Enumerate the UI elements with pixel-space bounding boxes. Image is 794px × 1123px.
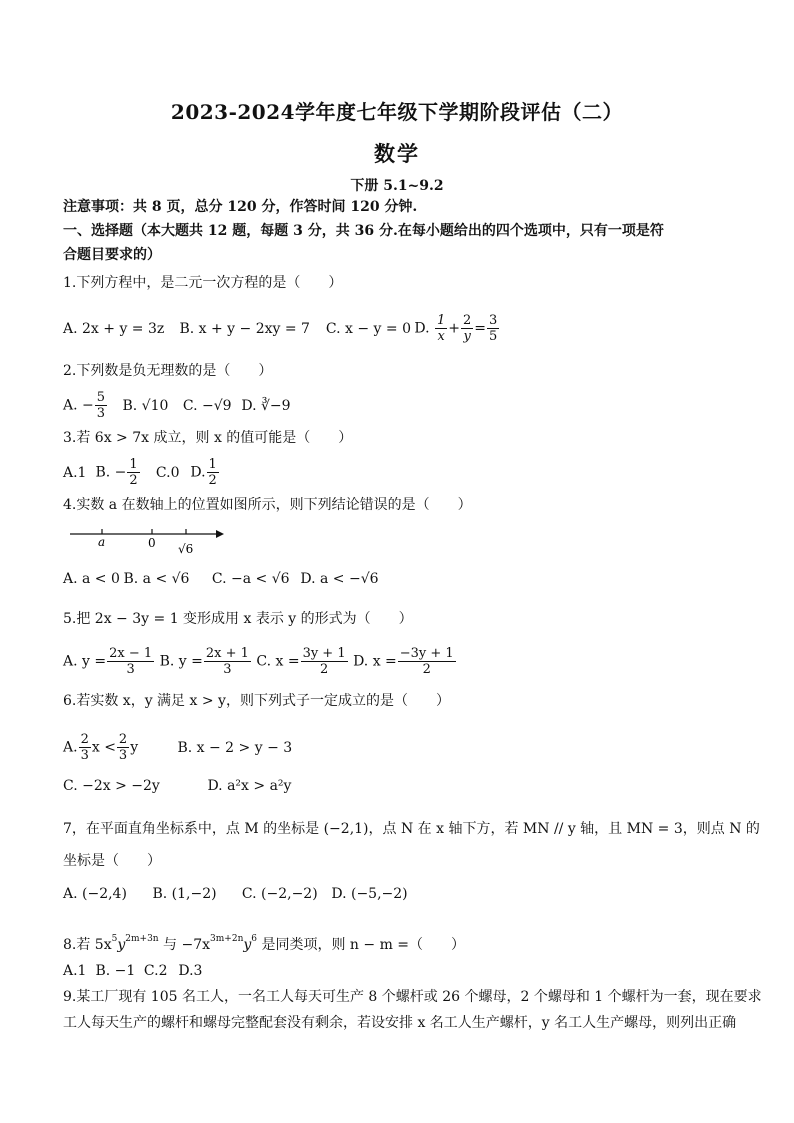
q2-a-den: 3 xyxy=(96,406,106,421)
q3-d-den: 2 xyxy=(208,473,217,488)
q4-stem: 4.实数 a 在数轴上的位置如图所示，则下列结论错误的是（ ） xyxy=(63,497,472,513)
q1-d-f2-den: y xyxy=(463,329,471,344)
q1-options xyxy=(63,313,500,344)
q8-option-a: A.1 xyxy=(63,963,87,979)
q1-d-fraction-2 xyxy=(461,313,473,344)
q4-option-a: A. a < 0 xyxy=(63,571,120,587)
q5-a-den: 3 xyxy=(126,662,135,677)
q8-options xyxy=(63,960,202,982)
q6-a-num2: 2 xyxy=(118,732,128,747)
q8-option-d: D.3 xyxy=(178,963,203,979)
q5-b-label: B. y = xyxy=(159,653,203,670)
q6-option-d: D. a²x > a²y xyxy=(207,778,292,794)
axis-label-zero: 0 xyxy=(148,536,156,550)
q5-options xyxy=(63,646,457,677)
q5-stem: 5.把 2x − 3y = 1 变形成用 x 表示 y 的形式为（ ） xyxy=(63,611,413,627)
q1-d-label: D. xyxy=(414,320,430,337)
q3-option-c: C.0 xyxy=(155,464,180,481)
q4-options xyxy=(63,568,379,590)
q6-option-a xyxy=(63,732,173,763)
q6-a-num: 2 xyxy=(80,732,89,747)
q3-stem: 3.若 6x > 7x 成立，则 x 的值可能是（ ） xyxy=(63,430,353,446)
q8-exp-4: 6 xyxy=(251,934,258,944)
q2-option-d: D. ∛−9 xyxy=(241,397,291,414)
q2-option-b: B. √10 xyxy=(122,397,169,414)
q6-options-row2 xyxy=(63,775,291,797)
q1-d-f2-num: 2 xyxy=(463,313,472,328)
q8-option-b: B. −1 xyxy=(95,963,136,979)
q6-option-c: C. −2x > −2y xyxy=(63,778,160,794)
q6-a-end: y xyxy=(130,739,139,756)
q1-d-eq: = xyxy=(474,320,487,337)
q1-option-d xyxy=(414,313,500,344)
q8-option-c: C.2 xyxy=(143,963,168,979)
q5-option-c xyxy=(256,646,348,677)
q8-mid-2: 与 −7x xyxy=(158,937,211,953)
q5-b-num: 2x + 1 xyxy=(205,646,249,661)
q5-a-num: 2x − 1 xyxy=(109,646,153,661)
scope-label: 下册 5.1~9.2 xyxy=(350,178,444,194)
q6-a-den: 3 xyxy=(80,748,89,763)
q2-options xyxy=(63,390,291,421)
q1-option-c: C. x − y = 0 xyxy=(325,320,411,337)
exam-title: 2023-2024学年度七年级下学期阶段评估（二） xyxy=(170,100,624,124)
q1-option-a: A. 2x + y = 3z xyxy=(63,320,165,337)
q3-option-d xyxy=(190,457,219,488)
axis-label-root6: √6 xyxy=(178,542,194,556)
q1-d-f3-den: 5 xyxy=(489,329,498,344)
q6-stem: 6.若实数 x，y 满足 x > y，则下列式子一定成立的是（ ） xyxy=(63,693,450,709)
q3-option-b xyxy=(95,457,151,488)
q1-d-fraction-3 xyxy=(487,313,499,344)
q9-stem-line1: 9.某工厂现有 105 名工人，一名工人每天可生产 8 个螺杆或 26 个螺母，2 个螺母和 1 个螺杆为一套，现在要求 xyxy=(63,989,762,1005)
q3-d-fraction xyxy=(207,457,219,488)
q1-d-f1-num: 1 xyxy=(437,313,446,328)
q7-option-c: C. (−2,−2) xyxy=(241,886,318,902)
q2-a-num: 5 xyxy=(96,390,106,405)
q2-option-c: C. −√9 xyxy=(182,397,232,414)
q5-option-a xyxy=(63,646,155,677)
q7-option-d: D. (−5,−2) xyxy=(331,886,408,902)
q3-b-label: B. − xyxy=(95,464,127,481)
q1-d-fraction-1 xyxy=(435,313,447,344)
section-heading-line2: 合题目要求的） xyxy=(63,247,161,263)
q3-b-num: 1 xyxy=(129,457,138,472)
q5-d-num: −3y + 1 xyxy=(399,646,454,661)
q4-option-c: C. −a < √6 xyxy=(211,571,290,587)
q8-stem-post: 是同类项，则 n − m =（ ） xyxy=(257,937,466,953)
q2-option-a xyxy=(63,390,118,421)
number-line-arrow-icon xyxy=(216,530,224,538)
q5-d-den: 2 xyxy=(422,662,431,677)
q6-a-mid: x < xyxy=(91,739,116,756)
q1-option-b: B. x + y − 2xy = 7 xyxy=(179,320,310,337)
q6-a-fraction-2 xyxy=(117,732,129,763)
q5-d-label: D. x = xyxy=(353,653,397,670)
q7-option-b: B. (1,−2) xyxy=(152,886,217,902)
q3-d-num: 1 xyxy=(208,457,217,472)
q7-stem-line2: 坐标是（ ） xyxy=(63,853,161,869)
notice: 注意事项：共 8 页，总分 120 分，作答时间 120 分钟. xyxy=(63,199,418,215)
q1-stem: 1.下列方程中，是二元一次方程的是（ ） xyxy=(63,275,343,291)
q1-d-plus: + xyxy=(448,320,461,337)
subject-title: 数学 xyxy=(374,141,420,166)
q6-option-b: B. x − 2 > y − 3 xyxy=(177,739,293,756)
q8-mid-1: y xyxy=(117,937,126,953)
q6-a-label: A. xyxy=(63,739,78,756)
q7-option-a: A. (−2,4) xyxy=(63,886,127,902)
q5-c-label: C. x = xyxy=(256,653,300,670)
q8-exp-1: 5 xyxy=(111,934,118,944)
q8-mid-3: y xyxy=(243,937,252,953)
q2-stem: 2.下列数是负无理数的是（ ） xyxy=(63,363,273,379)
number-line-figure xyxy=(68,524,228,558)
q5-option-d xyxy=(353,646,457,677)
q4-option-b: B. a < √6 xyxy=(123,571,190,587)
q5-a-fraction xyxy=(107,646,154,677)
q5-b-fraction xyxy=(204,646,251,677)
q1-d-f3-num: 3 xyxy=(489,313,498,328)
q4-option-d: D. a < −√6 xyxy=(300,571,379,587)
q3-option-a: A.1 xyxy=(63,464,87,481)
q3-d-label: D. xyxy=(190,464,206,481)
q1-d-f1-den: x xyxy=(437,329,445,344)
q3-b-den: 2 xyxy=(129,473,138,488)
q6-a-fraction-1 xyxy=(79,732,91,763)
section-heading-line1: 一、选择题（本大题共 12 题，每题 3 分，共 36 分.在每小题给出的四个选项中，只有一项是符 xyxy=(63,223,664,239)
q3-b-fraction xyxy=(127,457,139,488)
q5-c-num: 3y + 1 xyxy=(302,646,346,661)
q2-a-label: A. − xyxy=(63,397,94,414)
q2-a-fraction xyxy=(95,390,107,421)
q5-c-fraction xyxy=(301,646,348,677)
q8-stem-pre: 8.若 5x xyxy=(63,937,112,953)
q5-d-fraction xyxy=(398,646,456,677)
axis-label-a: a xyxy=(98,535,106,549)
q5-a-label: A. y = xyxy=(63,653,107,670)
q5-option-b xyxy=(160,646,252,677)
q9-stem-line2: 工人每天生产的螺杆和螺母完整配套没有剩余，若设安排 x 名工人生产螺杆，y 名工人生产螺母，则列出正确 xyxy=(63,1015,737,1031)
q5-c-den: 2 xyxy=(319,662,329,677)
q3-options xyxy=(63,457,220,488)
q7-stem-line1: 7，在平面直角坐标系中，点 M 的坐标是 (−2,1)，点 N 在 x 轴下方，若 MN // y 轴，且 MN = 3，则点 N 的 xyxy=(63,821,760,837)
q8-stem xyxy=(63,928,465,956)
q6-a-den2: 3 xyxy=(118,748,128,763)
q8-exp-3: 3m+2n xyxy=(210,934,244,944)
q5-b-den: 3 xyxy=(223,662,232,677)
q8-exp-2: 2m+3n xyxy=(125,934,159,944)
q7-options xyxy=(63,883,408,905)
q6-options-row1 xyxy=(63,732,292,763)
